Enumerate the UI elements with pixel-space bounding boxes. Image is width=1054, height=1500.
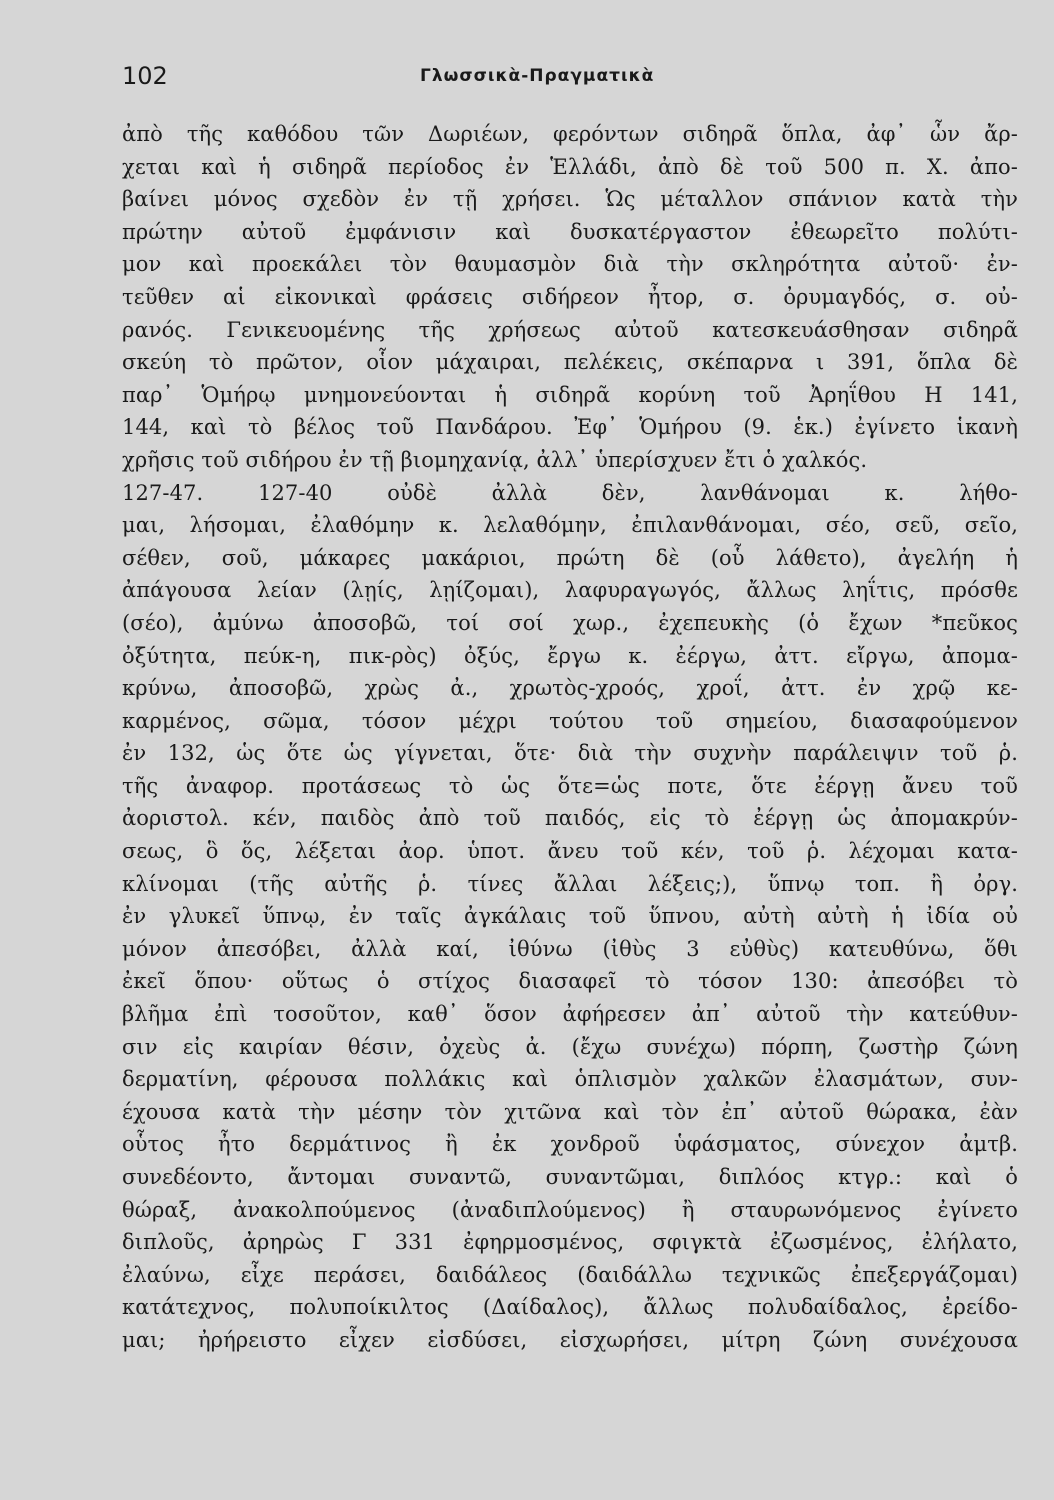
text-line: χρῆσις τοῦ σιδήρου ἐν τῇ βιομηχανίᾳ, ἀλλ᾽ ὑπερίσχυεν ἔτι ὁ χαλκός. — [122, 447, 868, 472]
text-line: μαι; ἠρήρειστο εἶχεν εἰσδύσει, εἰσχωρήσει, μίτρη ζώνη συνέχουσα — [122, 1327, 1018, 1352]
text-line: σκεύη τὸ πρῶτον, οἷον μάχαιραι, πελέκεις, σκέπαρνα ι 391, ὅπλα δὲ — [122, 350, 1018, 375]
text-line: ὀξύτητα, πεύκ-η, πικ-ρὸς) ὀξύς, ἔργω κ. ἐέργω, ἀττ. εἴργω, ἀπομα- — [122, 643, 1018, 668]
text-line: 144, καὶ τὸ βέλος τοῦ Πανδάρου. Ἐφ᾽ Ὁμήρου (9. ἑκ.) ἐγίνετο ἱκανὴ — [122, 415, 1018, 440]
text-line: παρ᾽ Ὁμήρῳ μνημονεύονται ἡ σιδηρᾶ κορύνη τοῦ Ἀρηΐθου Η 141, — [122, 382, 1018, 407]
text-line: (σέο), ἀμύνω ἀποσοβῶ, τοί σοί χωρ., ἐχεπευκὴς (ὁ ἔχων *πεῦκος — [122, 610, 1018, 635]
text-line: τεῦθεν αἱ εἰκονικαὶ φράσεις σιδήρεον ἦτορ, σ. ὀρυμαγδός, σ. οὐ- — [122, 284, 1018, 309]
page-number: 102 — [122, 62, 168, 90]
text-line: κρύνω, ἀποσοβῶ, χρὼς ἀ., χρωτὸς-χροός, χροΐ, ἀττ. ἐν χρῷ κε- — [122, 676, 1018, 701]
text-line: μον καὶ προεκάλει τὸν θαυμασμὸν διὰ τὴν σκληρότητα αὐτοῦ· ἐν- — [122, 252, 1018, 277]
text-line: θώραξ, ἀνακολπούμενος (ἀναδιπλούμενος) ἢ σταυρωνόμενος ἐγίνετο — [122, 1197, 1018, 1222]
text-line: σεως, ὃ ὅς, λέξεται ἀορ. ὑποτ. ἄνευ τοῦ κέν, τοῦ ῥ. λέχομαι κατα- — [122, 839, 1018, 864]
running-title: Γλωσσικὰ-Πραγματικὰ — [420, 66, 655, 86]
text-line: βλῆμα ἐπὶ τοσοῦτον, καθ᾽ ὅσον ἀφήρεσεν ἀπ᾽ αὐτοῦ τὴν κατεύθυν- — [122, 1002, 1018, 1027]
text-line: οὗτος ἦτο δερμάτινος ἢ ἐκ χονδροῦ ὑφάσματος, σύνεχον ἀμτβ. — [122, 1132, 1018, 1157]
text-line: μόνον ἀπεσόβει, ἀλλὰ καί, ἰθύνω (ἰθὺς 3 εὐθὺς) κατευθύνω, ὅθι — [122, 936, 1018, 961]
text-line: μαι, λήσομαι, ἐλαθόμην κ. λελαθόμην, ἐπιλανθάνομαι, σέο, σεῦ, σεῖο, — [122, 513, 1018, 538]
text-line: ἐν γλυκεῖ ὕπνῳ, ἐν ταῖς ἀγκάλαις τοῦ ὕπνου, αὐτὴ αὐτὴ ἡ ἰδία οὐ — [122, 904, 1018, 929]
text-line: δερματίνη, φέρουσα πολλάκις καὶ ὁπλισμὸν χαλκῶν ἐλασμάτων, συν- — [122, 1067, 1018, 1092]
text-line: τῆς ἀναφορ. προτάσεως τὸ ὡς ὅτε=ὡς ποτε, ὅτε ἐέργῃ ἄνευ τοῦ — [122, 773, 1018, 798]
text-line: ἐκεῖ ὅπου· οὕτως ὁ στίχος διασαφεῖ τὸ τόσον 130: ἀπεσόβει τὸ — [122, 969, 1018, 994]
text-line: σέθεν, σοῦ, μάκαρες μακάριοι, πρώτη δὲ (οὗ λάθετο), ἀγελήη ἡ — [122, 545, 1018, 570]
body-text — [122, 118, 1018, 1357]
text-line: συνεδέοντο, ἄντομαι συναντῶ, συναντῶμαι, διπλόος κτγρ.: καὶ ὁ — [122, 1165, 1018, 1189]
text-line: διπλοῦς, ἀρηρὼς Γ 331 ἐφηρμοσμένος, σφιγκτὰ ἐζωσμένος, ἐλήλατο, — [122, 1230, 1018, 1255]
text-line: κατάτεχνος, πολυποίκιλτος (Δαίδαλος), ἄλλως πολυδαίδαλος, ἐρείδο- — [122, 1295, 1018, 1320]
text-line: ρανός. Γενικευομένης τῆς χρήσεως αὐτοῦ κατεσκευάσθησαν σιδηρᾶ — [122, 317, 1018, 342]
text-line: χεται καὶ ἡ σιδηρᾶ περίοδος ἐν Ἑλλάδι, ἀπὸ δὲ τοῦ 500 π. Χ. ἀπο- — [122, 154, 1018, 179]
text-line: σιν εἰς καιρίαν θέσιν, ὀχεὺς ἀ. (ἔχω συνέχω) πόρπη, ζωστὴρ ζώνη — [122, 1034, 1018, 1059]
text-line: κλίνομαι (τῆς αὐτῆς ῥ. τίνες ἄλλαι λέξεις;), ὕπνῳ τοπ. ἢ ὀργ. — [122, 871, 1018, 896]
text-line: ἐλαύνω, εἶχε περάσει, δαιδάλεος (δαιδάλλω τεχνικῶς ἐπεξεργάζομαι) — [122, 1262, 1018, 1287]
text-line: βαίνει μόνος σχεδὸν ἐν τῇ χρήσει. Ὡς μέταλλον σπάνιον κατὰ τὴν — [122, 187, 1018, 212]
text-line: πρώτην αὐτοῦ ἐμφάνισιν καὶ δυσκατέργαστον ἐθεωρεῖτο πολύτι- — [122, 219, 1018, 244]
text-line: ἀπὸ τῆς καθόδου τῶν Δωριέων, φερόντων σιδηρᾶ ὅπλα, ἀφ᾽ ὧν ἄρ- — [122, 122, 1018, 146]
text-line: 127-47. 127-40 οὐδὲ ἀλλὰ δὲν, λανθάνομαι κ. λήθο- — [122, 480, 1018, 505]
text-line: ἀοριστολ. κέν, παιδὸς ἀπὸ τοῦ παιδός, εἰς τὸ ἐέργῃ ὡς ἀπομακρύν- — [122, 806, 1018, 831]
text-line: ἀπάγουσα λείαν (λῃίς, λῃίζομαι), λαφυραγωγός, ἄλλως ληΐτις, πρόσθε — [122, 578, 1018, 603]
text-line: έχουσα κατὰ τὴν μέσην τὸν χιτῶνα καὶ τὸν ἐπ᾽ αὐτοῦ θώρακα, ἐὰν — [122, 1099, 1018, 1124]
text-line: καρμένος, σῶμα, τόσον μέχρι τούτου τοῦ σημείου, διασαφούμενον — [122, 708, 1018, 733]
text-line: ἐν 132, ὡς ὅτε ὡς γίγνεται, ὅτε· διὰ τὴν συχνὴν παράλειψιν τοῦ ῥ. — [122, 741, 1018, 766]
